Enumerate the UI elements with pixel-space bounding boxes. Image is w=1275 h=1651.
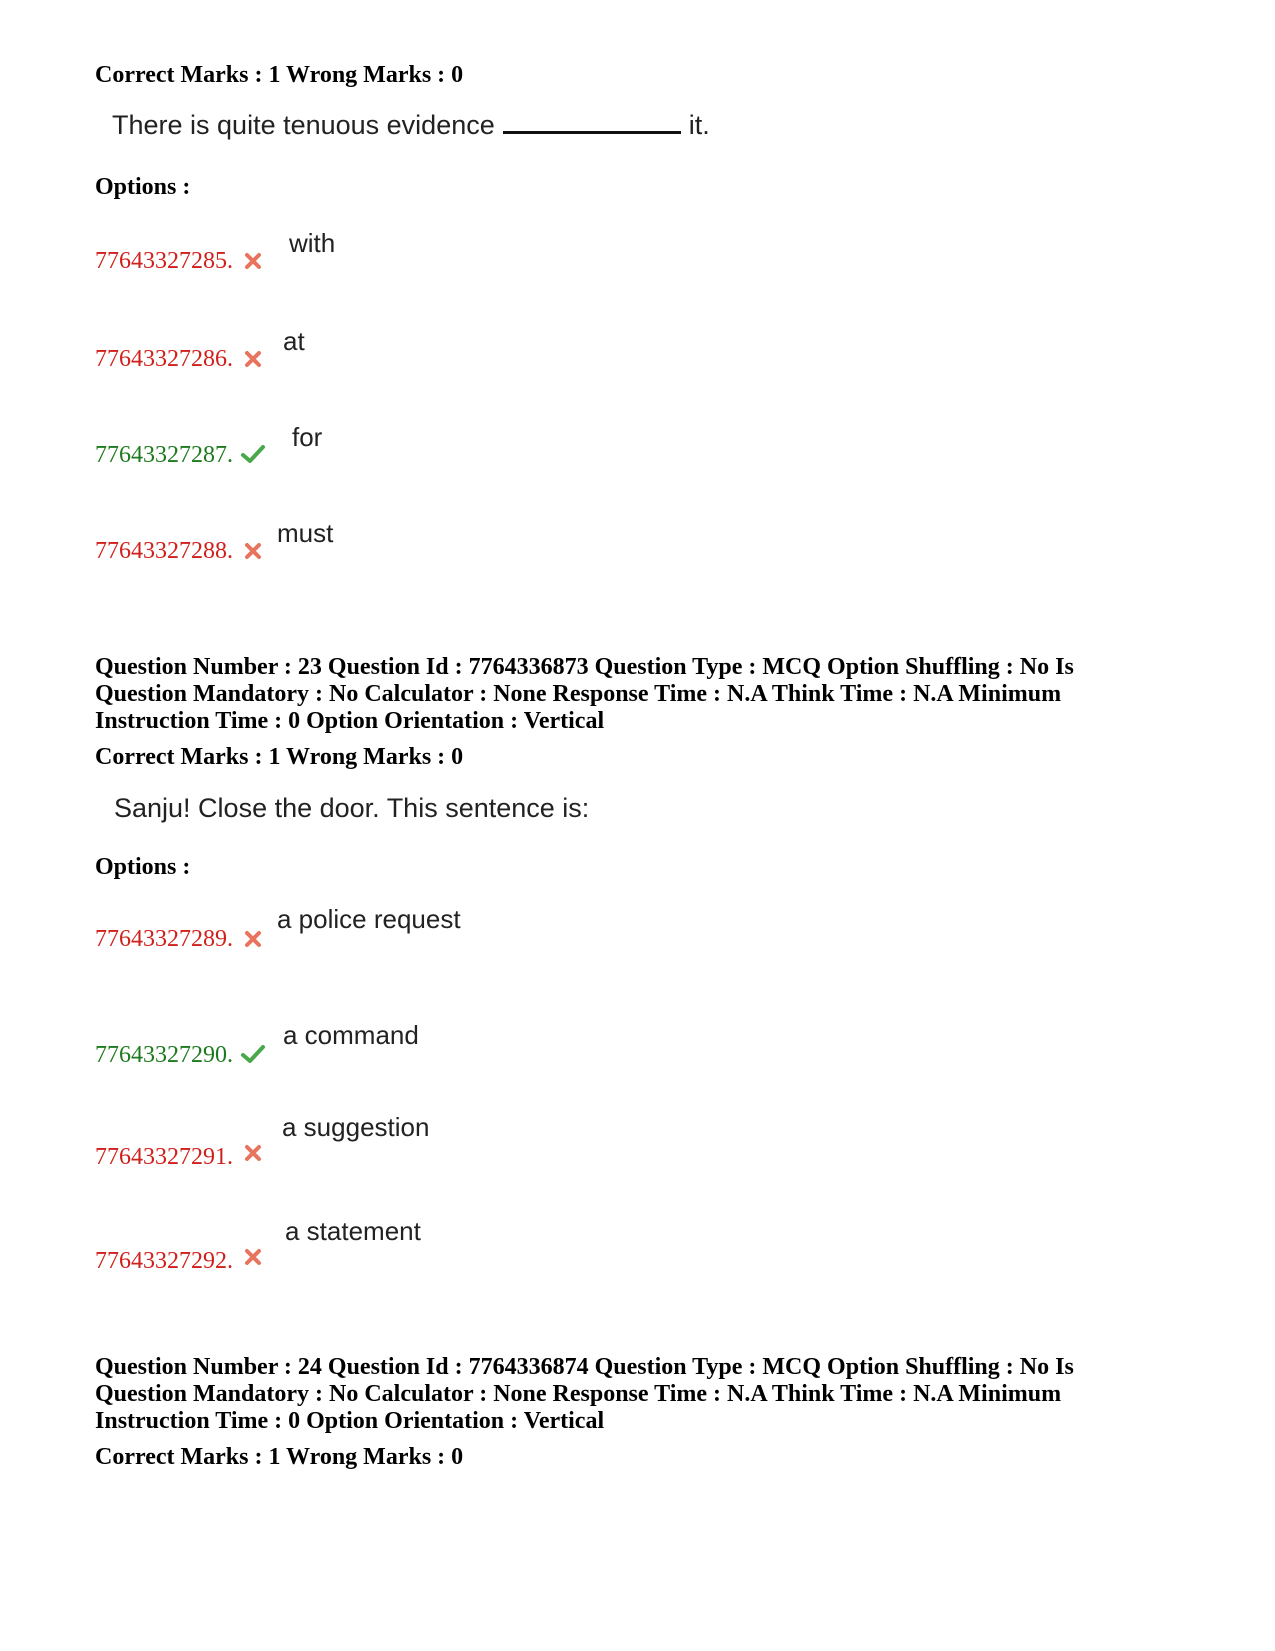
- q22-option-2: [95, 326, 595, 386]
- q24-meta: [95, 1354, 1195, 1435]
- q23-options-label: Options :: [95, 854, 191, 880]
- q23-option-2: [95, 1020, 695, 1080]
- q24-meta-line-3: Instruction Time : 0 Option Orientation : Vertical: [95, 1408, 605, 1434]
- q23-option-4: [95, 1216, 695, 1276]
- q22-stem: [112, 110, 710, 141]
- cross-icon: [242, 540, 264, 562]
- answer-blank: [503, 111, 681, 134]
- option-id: 77643327287.: [95, 442, 233, 468]
- check-icon: [240, 443, 266, 465]
- q23-meta: [95, 654, 1195, 735]
- option-id: 77643327292.: [95, 1248, 233, 1274]
- q24-meta-line-1: Question Number : 24 Question Id : 7764336874 Question Type : MCQ Option Shuffling : No Is: [95, 1354, 1074, 1380]
- option-id: 77643327285.: [95, 248, 233, 274]
- cross-icon: [242, 928, 264, 950]
- cross-icon: [242, 1246, 264, 1268]
- q23-option-1: [95, 904, 695, 964]
- option-text: a suggestion: [282, 1112, 430, 1142]
- option-text: a police request: [277, 904, 461, 934]
- q23-option-3: [95, 1112, 695, 1172]
- q23-meta-line-2: Question Mandatory : No Calculator : None Response Time : N.A Think Time : N.A Minimum: [95, 681, 1062, 707]
- q22-options-label: Options :: [95, 174, 191, 200]
- q22-marks: Correct Marks : 1 Wrong Marks : 0: [95, 62, 464, 88]
- q22-option-3: [95, 422, 595, 482]
- option-text: at: [283, 326, 305, 356]
- option-text: for: [292, 422, 323, 452]
- q23-meta-line-3: Instruction Time : 0 Option Orientation : Vertical: [95, 708, 605, 734]
- option-id: 77643327291.: [95, 1144, 233, 1170]
- q22-stem-after: it.: [688, 110, 710, 140]
- option-id: 77643327288.: [95, 538, 233, 564]
- q23-stem: Sanju! Close the door. This sentence is:: [114, 793, 590, 823]
- option-text: must: [277, 518, 334, 548]
- q24-meta-line-2: Question Mandatory : No Calculator : None Response Time : N.A Think Time : N.A Minimum: [95, 1381, 1062, 1407]
- option-text: a command: [283, 1020, 419, 1050]
- cross-icon: [242, 250, 264, 272]
- option-text: with: [289, 228, 336, 258]
- q24-marks: Correct Marks : 1 Wrong Marks : 0: [95, 1444, 464, 1470]
- q22-option-4: [95, 518, 595, 578]
- q23-meta-line-1: Question Number : 23 Question Id : 7764336873 Question Type : MCQ Option Shuffling : No Is: [95, 654, 1074, 680]
- check-icon: [240, 1043, 266, 1065]
- option-text: a statement: [285, 1216, 421, 1246]
- cross-icon: [242, 348, 264, 370]
- option-id: 77643327290.: [95, 1042, 233, 1068]
- cross-icon: [242, 1142, 264, 1164]
- q22-option-1: [95, 228, 595, 288]
- option-id: 77643327289.: [95, 926, 233, 952]
- q22-stem-before: There is quite tenuous evidence: [112, 110, 495, 140]
- q23-marks: Correct Marks : 1 Wrong Marks : 0: [95, 744, 464, 770]
- option-id: 77643327286.: [95, 346, 233, 372]
